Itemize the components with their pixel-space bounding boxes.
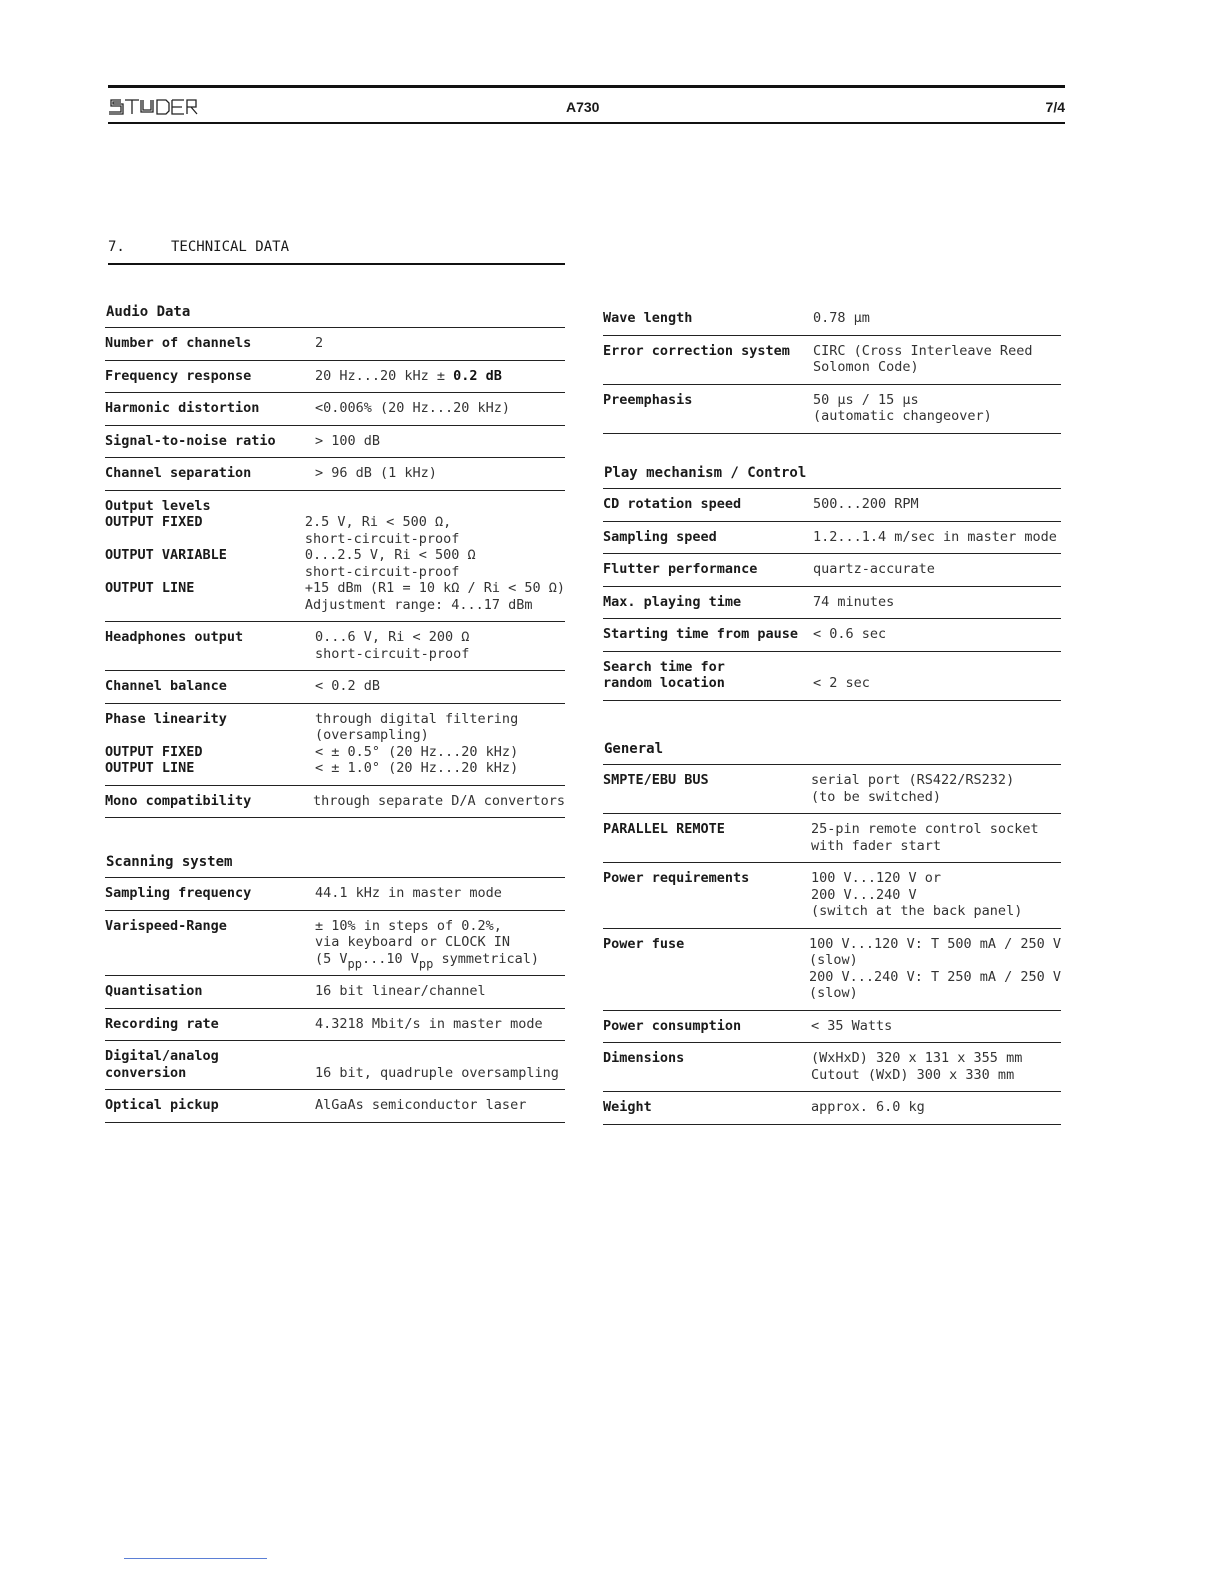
section-subtitle: Play mechanism / Control [604, 465, 807, 481]
spec-value: < 0.6 sec [813, 626, 887, 642]
table-row [105, 976, 565, 1009]
spec-value: 16 bit, quadruple oversampling [315, 1064, 559, 1081]
spec-value: <0.006% (20 Hz...20 kHz) [315, 400, 511, 416]
spec-value: 0.78 µm [813, 310, 870, 326]
spec-value: through digital filtering (oversampling) < ± 0.5° (20 Hz...20 kHz) < ± 1.0° (20 Hz...20 kHz) [315, 710, 519, 776]
table-row [603, 765, 1061, 814]
spec-label: Phase linearity OUTPUT FIXED OUTPUT LINE [105, 710, 227, 776]
spec-label: Sampling speed [603, 528, 717, 545]
spec-value: 2.5 V, Ri < 500 Ω, short-circuit-proof 0...2.5 V, Ri < 500 Ω short-circuit-proof +15 dBm (R1 = 10 kΩ / Ri < 50 Ω) Adjustment range: 4...17 dBm [304, 514, 565, 613]
spec-value: 44.1 kHz in master mode [315, 885, 502, 901]
spec-value: < 35 Watts [811, 1017, 893, 1034]
table-row [603, 336, 1061, 385]
spec-label: Channel separation [105, 465, 252, 481]
general-section [603, 740, 1061, 1125]
table-row [105, 393, 565, 426]
table-row [603, 303, 1061, 336]
spec-value: 1.2...1.4 m/sec in master mode [813, 528, 1057, 545]
spec-value: 20 Hz...20 kHz ± 0.2 dB [315, 367, 502, 384]
table-row [603, 587, 1061, 620]
spec-value: ± 10% in steps of 0.2%, via keyboard or CLOCK IN (5 Vpp...10 Vpp symmetrical) [315, 917, 539, 971]
spec-label: Error correction system [603, 342, 790, 359]
table-row [603, 619, 1061, 652]
table-row [105, 622, 565, 671]
optical-data-section [603, 303, 1061, 434]
spec-label: Optical pickup [105, 1097, 219, 1113]
spec-value: AlGaAs semiconductor laser [315, 1097, 527, 1113]
spec-value: 500...200 RPM [813, 496, 919, 512]
spec-label: Weight [603, 1099, 652, 1115]
header-bottom-rule [108, 122, 1065, 124]
spec-value: CIRC (Cross Interleave Reed Solomon Code) [813, 342, 1033, 375]
section-heading [108, 239, 289, 255]
spec-value: quartz-accurate [813, 561, 935, 577]
spec-value: through separate D/A convertors [313, 792, 565, 809]
table-row [105, 361, 565, 394]
table-row [105, 426, 565, 459]
section-subtitle: Scanning system [106, 854, 233, 870]
spec-value: approx. 6.0 kg [811, 1099, 925, 1115]
play-mechanism-section [603, 464, 1061, 701]
spec-label: Varispeed-Range [105, 917, 227, 934]
spec-value: 100 V...120 V or 200 V...240 V (switch at the back panel) [811, 870, 1023, 919]
spec-value: 25-pin remote control socket with fader start [811, 821, 1039, 854]
spec-label: Quantisation [105, 983, 203, 999]
table-row [105, 458, 565, 491]
header-top-rule [108, 85, 1065, 88]
section-subtitle: Audio Data [106, 304, 191, 320]
spec-value: 16 bit linear/channel [315, 983, 486, 999]
spec-value: (WxHxD) 320 x 131 x 355 mm Cutout (WxD) 300 x 330 mm [811, 1050, 1023, 1083]
section-rule [108, 263, 565, 265]
spec-label: Signal-to-noise ratio [105, 432, 276, 449]
spec-label: CD rotation speed [603, 496, 742, 512]
table-row [105, 671, 565, 704]
table-row [603, 863, 1061, 929]
spec-label: Output levels OUTPUT FIXED OUTPUT VARIABLE OUTPUT LINE [105, 497, 227, 596]
table-row [105, 491, 565, 623]
section-subtitle: General [604, 741, 664, 757]
section-number: 7. [108, 239, 125, 255]
table-row [105, 911, 565, 977]
spec-value: < 2 sec [813, 675, 870, 691]
page-number: 7/4 [1045, 99, 1065, 115]
table-row [105, 786, 565, 819]
table-row [603, 1011, 1061, 1044]
spec-label: Mono compatibility [105, 792, 252, 809]
spec-value: 100 V...120 V: T 500 mA / 250 V (slow) 200 V...240 V: T 250 mA / 250 V (slow) [809, 935, 1061, 1001]
spec-value: 0...6 V, Ri < 200 Ω short-circuit-proof [315, 629, 470, 662]
footer-link-line [124, 1558, 267, 1559]
spec-value: > 96 dB (1 kHz) [315, 465, 437, 481]
spec-label: Power consumption [603, 1017, 742, 1034]
table-row [603, 385, 1061, 434]
spec-label: Harmonic distortion [105, 400, 260, 416]
scanning-system-section [105, 853, 565, 1123]
spec-label: Power fuse [603, 935, 685, 952]
table-row [603, 929, 1061, 1011]
spec-label: Sampling frequency [105, 885, 252, 901]
table-row [105, 704, 565, 786]
spec-label: Max. playing time [603, 593, 742, 610]
section-title: TECHNICAL DATA [171, 239, 290, 255]
table-row [603, 522, 1061, 555]
spec-label: Flutter performance [603, 561, 758, 577]
spec-value: < 0.2 dB [315, 678, 381, 694]
table-row [603, 814, 1061, 863]
spec-label: Digital/analog conversion [105, 1048, 219, 1081]
spec-value: 50 µs / 15 µs (automatic changeover) [813, 391, 992, 424]
spec-value: 2 [315, 335, 324, 351]
table-row [603, 489, 1061, 522]
spec-label: Dimensions [603, 1050, 685, 1066]
spec-label: Search time for random location [603, 658, 725, 691]
table-row [603, 1043, 1061, 1092]
table-row [105, 328, 565, 361]
spec-label: PARALLEL REMOTE [603, 821, 725, 837]
audio-data-section [105, 303, 565, 818]
spec-label: Frequency response [105, 367, 252, 384]
studer-logo-icon [108, 96, 198, 116]
spec-label: Power requirements [603, 870, 750, 886]
spec-label: Number of channels [105, 335, 252, 351]
spec-label: Starting time from pause [603, 626, 799, 642]
spec-value: 4.3218 Mbit/s in master mode [315, 1015, 543, 1032]
table-row [105, 1009, 565, 1042]
spec-label: Wave length [603, 310, 693, 326]
spec-value: serial port (RS422/RS232) (to be switched) [811, 772, 1015, 805]
table-row [603, 554, 1061, 587]
table-row [105, 1090, 565, 1123]
spec-value: 74 minutes [813, 593, 895, 610]
spec-label: Recording rate [105, 1015, 219, 1032]
table-row [105, 878, 565, 911]
spec-label: Channel balance [105, 678, 227, 694]
spec-label: SMPTE/EBU BUS [603, 772, 709, 788]
spec-value: > 100 dB [315, 432, 381, 449]
table-row [603, 652, 1061, 701]
model-name: A730 [566, 99, 600, 115]
table-row [105, 1041, 565, 1090]
spec-label: Headphones output [105, 629, 244, 645]
spec-label: Preemphasis [603, 391, 693, 408]
table-row [603, 1092, 1061, 1125]
